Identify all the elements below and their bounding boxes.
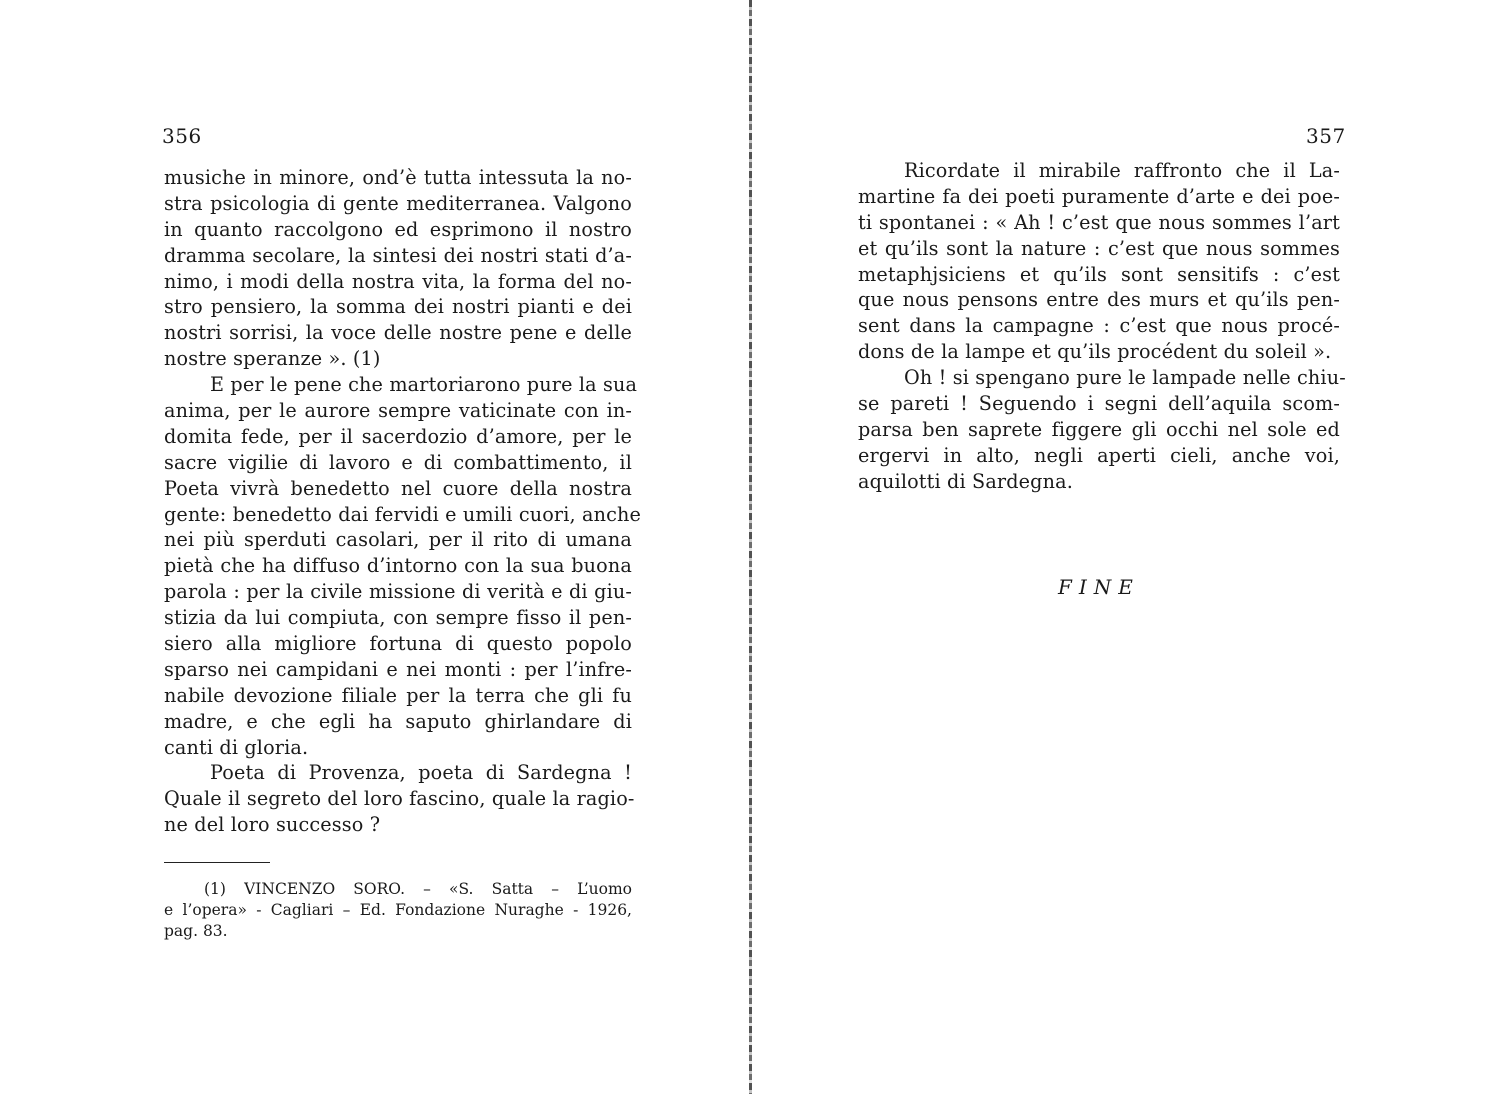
text-line: Ricordate il mirabile raffronto che il La- [904,159,1340,182]
text-line: dons de la lampe et qu’ils procédent du soleil ». [858,340,1332,364]
page-body-text [164,165,642,838]
text-line: stizia da lui compiuta, con sempre fisso il pen- [164,606,632,630]
text-line: nei più sperduti casolari, per il rito di umana [164,528,632,552]
text-line: que nous pensons entre des murs et qu’ils pen- [858,288,1340,312]
text-line: parsa ben saprete figgere gli occhi nel sole ed [858,417,1340,441]
text-line: stro pensiero, la somma dei nostri pianti e dei [164,295,632,319]
text-line: dramma secolare, la sintesi dei nostri stati d’a- [164,243,632,267]
text-line: se pareti ! Seguendo i segni dell’aquila scom- [858,392,1340,416]
text-line: anima, per le aurore sempre vaticinate con in- [164,399,632,423]
page-body-text [858,158,1346,495]
text-line: E per le pene che martoriarono pure la sua [210,373,638,397]
page-number: 357 [1306,124,1346,148]
text-line: Poeta di Provenza, poeta di Sardegna ! [210,761,632,785]
footnote-line: pag. 83. [164,922,228,940]
text-line: nimo, i modi della nostra vita, la forma del no- [164,269,632,293]
footnote [164,879,632,942]
right-page [752,0,1500,1094]
text-line: canti di gloria. [164,735,309,759]
left-page [0,0,748,1094]
page-number: 356 [162,124,202,148]
text-line: martine fa dei poeti puramente d’arte e dei poe- [858,184,1340,208]
text-line: nabile devozione filiale per la terra che gli fu [164,683,632,707]
text-line: Poeta vivrà benedetto nel cuore della nostra [164,476,632,500]
text-line: siero alla migliore fortuna di questo popolo [164,632,632,656]
text-line: metaphjsiciens et qu’ils sont sensitifs : c’est [858,262,1340,286]
text-line: Quale il segreto del loro fascino, quale la ragio- [164,787,635,811]
text-line: stra psicologia di gente mediterranea. Valgono [164,191,632,215]
text-line: musiche in minore, ond’è tutta intessuta la no- [164,166,632,189]
text-line: Oh ! si spengano pure le lampade nelle chiu- [904,366,1346,390]
text-line: sacre vigilie di lavoro e di combattimento, il [164,450,632,474]
text-line: ergervi in alto, negli aperti cieli, anche voi, [858,443,1340,467]
text-line: ne del loro successo ? [164,813,381,837]
text-line: et qu’ils sont la nature : c’est que nous sommes [858,236,1340,260]
footnote-divider [164,862,270,863]
footnote-line: (1) VINCENZO SORO. – «S. Satta – L’uomo [204,880,632,898]
text-line: sent dans la campagne : c’est que nous procé- [858,314,1340,338]
text-line: nostri sorrisi, la voce delle nostre pene e delle [164,321,632,345]
text-line: domita fede, per il sacerdozio d’amore, per le [164,424,632,448]
text-line: in quanto raccolgono ed esprimono il nostro [164,217,632,241]
text-line: ti spontanei : « Ah ! c’est que nous sommes l’art [858,210,1340,234]
text-line: pietà che ha diffuso d’intorno con la sua buona [164,554,632,578]
text-line: gente: benedetto dai fervidi e umili cuori, anche [164,502,642,526]
text-line: nostre speranze ». (1) [164,347,381,371]
text-line: madre, e che egli ha saputo ghirlandare di [164,709,632,733]
text-line: sparso nei campidani e nei monti : per l’infre- [164,657,632,681]
text-line: parola : per la civile missione di verità e di giu- [164,580,632,604]
end-mark: FINE [1058,575,1140,599]
text-line: aquilotti di Sardegna. [858,469,1073,493]
footnote-line: e l’opera» - Cagliari – Ed. Fondazione Nuraghe - 1926, [164,901,632,919]
